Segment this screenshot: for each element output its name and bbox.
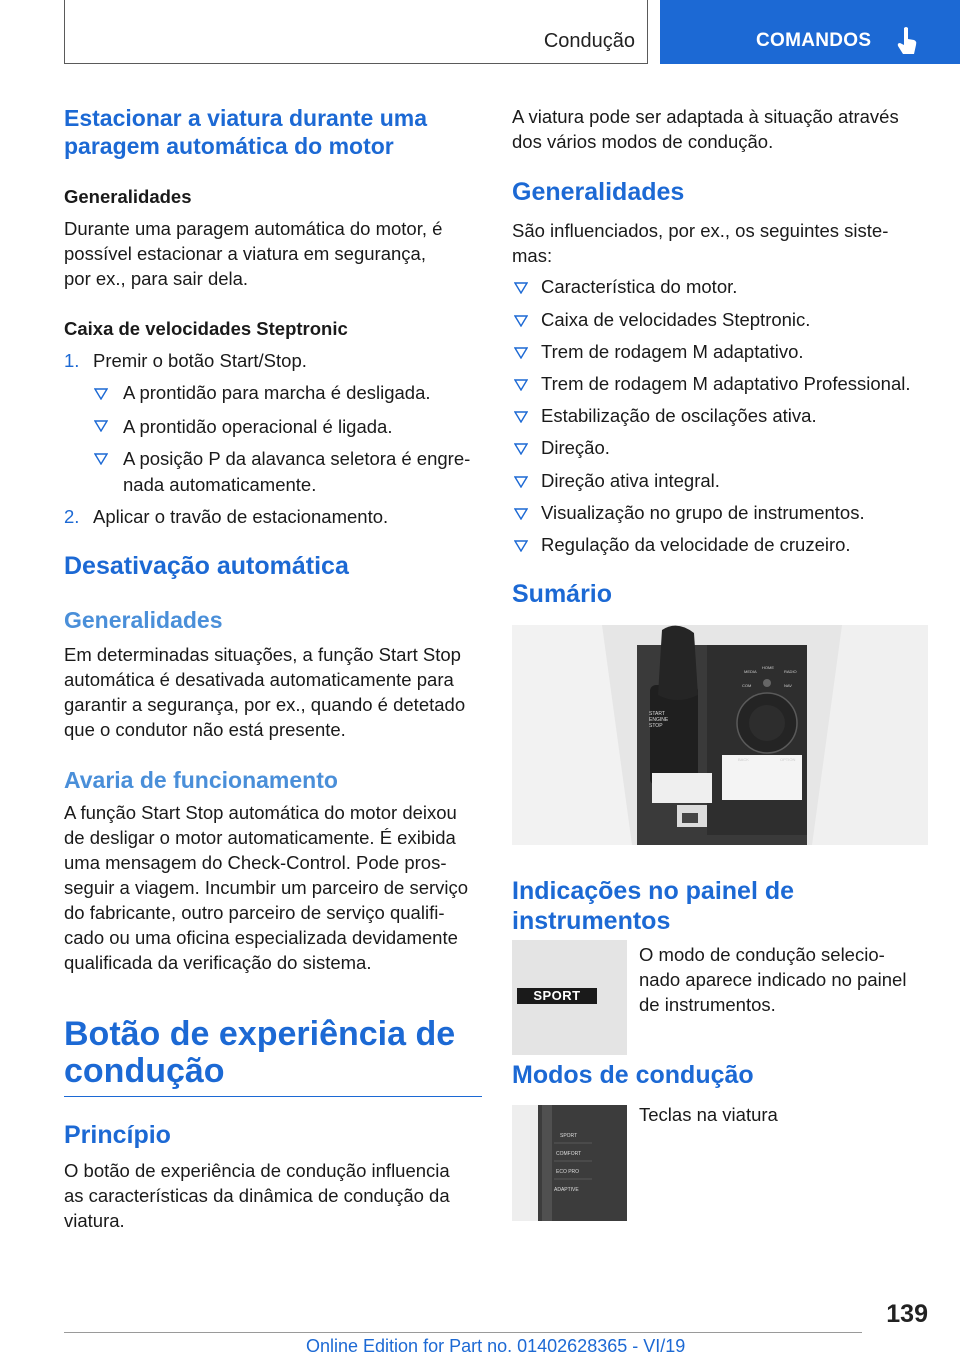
step-text: Premir o botão Start/Stop. <box>93 350 307 371</box>
console-com-label: COM <box>742 683 752 688</box>
header-section-title: Condução <box>543 30 635 52</box>
systems-bullet: Caixa de velocidades Steptronic. <box>541 309 811 330</box>
step-text: Aplicar o travão de estacionamento. <box>93 506 389 527</box>
instrument-indication-paragraph <box>639 942 929 1017</box>
systems-bullet: Regulação da velocidade de cruzeiro. <box>541 534 851 555</box>
park-paragraph <box>64 216 484 291</box>
systems-bullet: Característica do motor. <box>541 276 738 297</box>
principle-line: viatura. <box>64 1210 125 1231</box>
intro-paragraph <box>512 104 932 154</box>
pointing-hand-icon <box>896 26 918 56</box>
instrument-indication-line: nado aparece indicado no painel <box>639 969 907 990</box>
bullet-triangle-icon <box>94 453 108 465</box>
malfunction-line: cado ou uma oficina especializada devidamente <box>64 927 458 948</box>
bullet-triangle-icon <box>514 315 528 327</box>
bullet-triangle-icon <box>514 540 528 552</box>
malfunction-paragraph <box>64 800 484 975</box>
sub-bullet-text: A prontidão operacional é ligada. <box>123 416 393 437</box>
drive-button-title-line: Botão de experiência de <box>64 1015 456 1053</box>
right-gen-line: mas: <box>512 245 553 266</box>
mode-button-comfort: COMFORT <box>556 1151 582 1157</box>
malfunction-line: seguir a viagem. Incumbir um parceiro de serviço <box>64 877 469 898</box>
footer-divider <box>64 1332 862 1333</box>
center-console-photo <box>512 625 928 845</box>
malfunction-line: uma mensagem do Check-Control. Pode pros- <box>64 852 447 873</box>
malfunction-title: Avaria de funcionamento <box>64 767 338 793</box>
deactivation-line: garantir a segurança, por ex., quando é detetado <box>64 694 466 715</box>
mode-button-sport: SPORT <box>560 1133 578 1139</box>
malfunction-line: A função Start Stop automática do motor deixou <box>64 802 457 823</box>
deactivation-line: automática é desativada automaticamente para <box>64 669 454 690</box>
systems-bullet: Direção ativa integral. <box>541 470 720 491</box>
summary-title: Sumário <box>512 580 613 608</box>
malfunction-line: qualificada da verificação do sistema. <box>64 952 372 973</box>
mode-buttons-photo <box>512 1105 627 1221</box>
park-title-line-2: paragem automática do motor <box>64 133 394 159</box>
instrument-indication-line: de instrumentos. <box>639 994 776 1015</box>
sport-display-photo <box>512 940 627 1055</box>
bullet-triangle-icon <box>94 388 108 400</box>
right-generalidades-paragraph <box>512 218 932 268</box>
console-media-label: MEDIA <box>744 669 757 674</box>
systems-bullet: Trem de rodagem M adaptativo Professional. <box>541 373 911 394</box>
console-nav-label: NAV <box>784 683 792 688</box>
bullet-triangle-icon <box>514 411 528 423</box>
console-engine-label: ENGINE <box>649 717 669 723</box>
steptronic-label: Caixa de velocidades Steptronic <box>64 318 348 339</box>
console-start-label: START <box>649 711 665 717</box>
systems-bullet: Trem de rodagem M adaptativo. <box>541 341 804 362</box>
console-option-label: OPTION <box>780 757 796 762</box>
bullet-triangle-icon <box>514 282 528 294</box>
drive-button-title-line: condução <box>64 1052 225 1090</box>
principle-title: Princípio <box>64 1121 171 1149</box>
page-number: 139 <box>886 1300 928 1328</box>
deactivation-generalidades: Generalidades <box>64 607 223 633</box>
drive-button-title <box>64 1016 484 1090</box>
bullet-triangle-icon <box>514 476 528 488</box>
deactivation-title: Desativação automática <box>64 552 349 580</box>
section-divider <box>64 1096 482 1097</box>
bullet-triangle-icon <box>514 379 528 391</box>
console-radio-label: RADIO <box>784 669 797 674</box>
right-gen-line: São influenciados, por ex., os seguintes siste- <box>512 220 889 241</box>
instrument-indication-line: O modo de condução selecio- <box>639 944 885 965</box>
step-number: 2. <box>64 506 80 527</box>
deactivation-line: que o condutor não está presente. <box>64 719 346 740</box>
deactivation-line: Em determinadas situações, a função Start Stop <box>64 644 461 665</box>
instrument-indication-title <box>512 876 932 936</box>
principle-line: as características da dinâmica de condução da <box>64 1185 450 1206</box>
mode-button-adaptive: ADAPTIVE <box>554 1187 579 1193</box>
instrument-indication-title-line: Indicações no painel de <box>512 877 795 905</box>
sub-bullet-text: A posição P da alavanca seletora é engre- <box>123 448 471 469</box>
bullet-triangle-icon <box>514 443 528 455</box>
drive-modes-text: Teclas na viatura <box>639 1104 778 1125</box>
park-paragraph-line: Durante uma paragem automática do motor, é <box>64 218 443 239</box>
sub-bullet-text-cont: nada automaticamente. <box>123 474 317 495</box>
malfunction-line: do fabricante, outro parceiro de serviço qualifi- <box>64 902 445 923</box>
header-chapter-box <box>660 0 960 64</box>
intro-line: dos vários modos de condução. <box>512 131 774 152</box>
sport-badge: SPORT <box>517 988 597 1004</box>
bullet-triangle-icon <box>94 420 108 432</box>
drive-modes-title: Modos de condução <box>512 1061 754 1089</box>
park-generalidades-label: Generalidades <box>64 186 192 207</box>
park-title-line-1: Estacionar a viatura durante uma <box>64 105 428 131</box>
instrument-indication-title-line: instrumentos <box>512 907 671 935</box>
footer-edition: Online Edition for Part no. 01402628365 - VI/19 <box>306 1336 686 1356</box>
bullet-triangle-icon <box>514 508 528 520</box>
park-paragraph-line: possível estacionar a viatura em segurança, <box>64 243 426 264</box>
header-chapter-title: COMANDOS <box>756 30 872 51</box>
deactivation-paragraph <box>64 642 484 742</box>
malfunction-line: de desligar o motor automaticamente. É exibida <box>64 827 456 848</box>
intro-line: A viatura pode ser adaptada à situação através <box>512 106 899 127</box>
systems-bullet: Visualização no grupo de instrumentos. <box>541 502 865 523</box>
console-stop-label: STOP <box>649 723 663 729</box>
park-paragraph-line: por ex., para sair dela. <box>64 268 249 289</box>
header-section-box <box>64 0 648 64</box>
right-generalidades-title: Generalidades <box>512 178 685 206</box>
principle-paragraph <box>64 1158 484 1233</box>
console-home-label: HOME <box>762 665 774 670</box>
step-number: 1. <box>64 350 80 371</box>
mode-button-eco-pro: ECO PRO <box>556 1169 580 1175</box>
park-title <box>64 104 484 160</box>
systems-bullet: Estabilização de oscilações ativa. <box>541 405 817 426</box>
console-back-label: BACK <box>738 757 749 762</box>
sub-bullet-text: A prontidão para marcha é desligada. <box>123 382 431 403</box>
bullet-triangle-icon <box>514 347 528 359</box>
principle-line: O botão de experiência de condução influencia <box>64 1160 450 1181</box>
systems-bullet: Direção. <box>541 437 610 458</box>
